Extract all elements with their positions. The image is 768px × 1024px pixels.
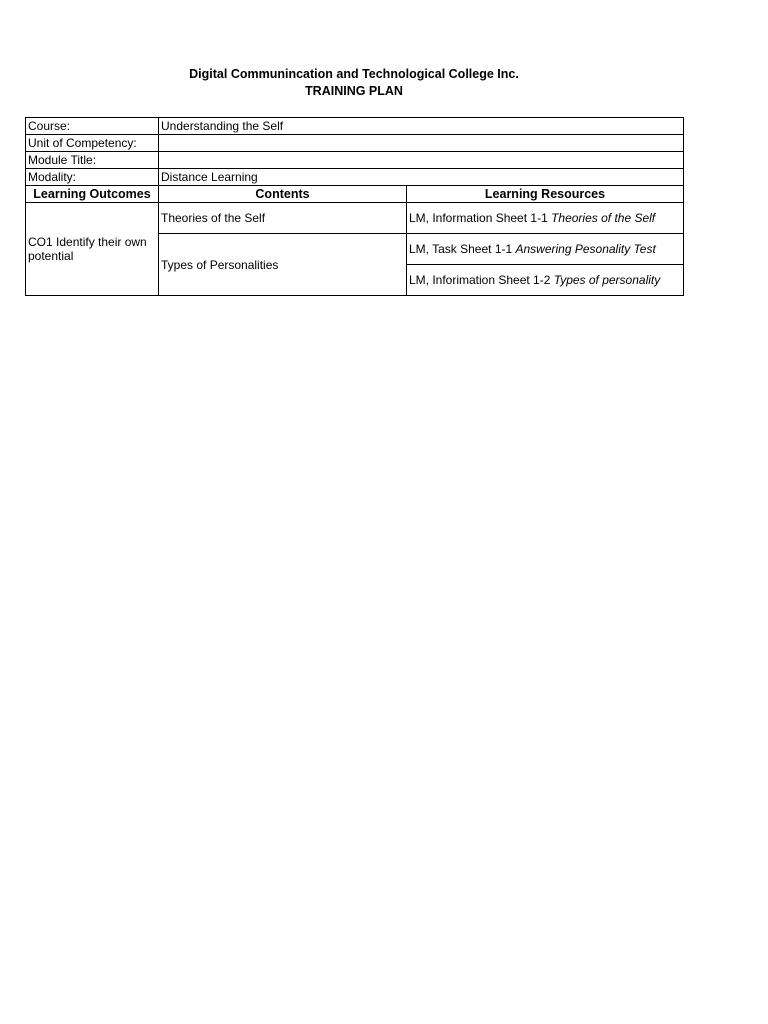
column-header-resources: Learning Resources	[407, 186, 684, 203]
info-label: Course:	[26, 118, 159, 135]
table-row	[26, 203, 684, 234]
document-header	[0, 66, 708, 100]
institution-name: Digital Communincation and Technological College Inc.	[189, 67, 519, 81]
info-label: Modality:	[26, 169, 159, 186]
info-value	[159, 135, 684, 152]
resource-prefix: LM, Task Sheet 1-1	[409, 242, 516, 256]
info-value: Distance Learning	[159, 169, 684, 186]
learning-outcome-cell: CO1 Identify their own potential	[26, 203, 159, 296]
column-header-outcomes: Learning Outcomes	[26, 186, 159, 203]
resource-prefix: LM, Inforimation Sheet 1-2	[409, 273, 554, 287]
resource-cell	[407, 203, 684, 234]
info-row-unit-of-competency	[26, 135, 684, 152]
resource-prefix: LM, Information Sheet 1-1	[409, 211, 552, 225]
resource-title: Theories of the Self	[551, 211, 656, 225]
resource-cell	[407, 234, 684, 265]
training-plan-table	[25, 117, 684, 296]
info-value	[159, 152, 684, 169]
column-header-row	[26, 186, 684, 203]
resource-cell	[407, 265, 684, 296]
document-title: TRAINING PLAN	[305, 84, 403, 98]
resource-title: Answering Pesonality Test	[515, 242, 656, 256]
content-cell: Theories of the Self	[159, 203, 407, 234]
column-header-contents: Contents	[159, 186, 407, 203]
content-cell: Types of Personalities	[159, 234, 407, 296]
info-row-course	[26, 118, 684, 135]
info-label: Module Title:	[26, 152, 159, 169]
info-row-modality	[26, 169, 684, 186]
info-label: Unit of Competency:	[26, 135, 159, 152]
info-value: Understanding the Self	[159, 118, 684, 135]
info-row-module-title	[26, 152, 684, 169]
resource-title: Types of personality	[553, 273, 661, 287]
